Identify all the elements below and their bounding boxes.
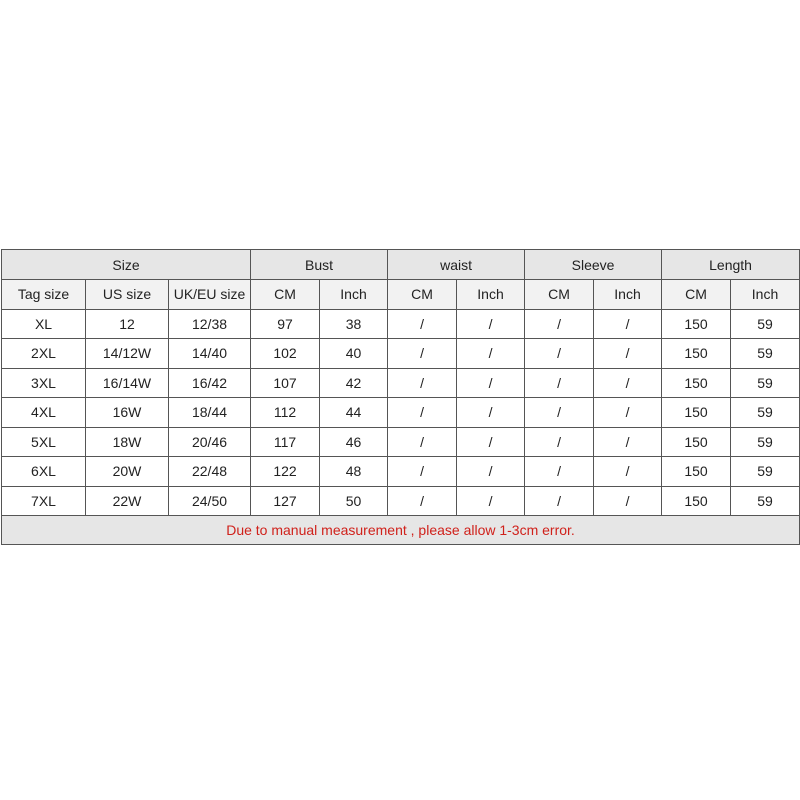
column-header: Inch xyxy=(457,280,525,310)
table-cell: 59 xyxy=(731,427,800,457)
table-cell: / xyxy=(594,339,662,369)
table-row xyxy=(2,457,800,487)
group-length-header: Length xyxy=(662,250,800,280)
table-cell: / xyxy=(457,339,525,369)
table-cell: 117 xyxy=(251,427,320,457)
table-cell: 150 xyxy=(662,427,731,457)
table-row xyxy=(2,339,800,369)
table-cell: 48 xyxy=(320,457,388,487)
table-cell: 150 xyxy=(662,368,731,398)
table-cell: 44 xyxy=(320,398,388,428)
table-cell: / xyxy=(457,368,525,398)
table-cell: / xyxy=(388,398,457,428)
table-cell: 59 xyxy=(731,457,800,487)
column-header: US size xyxy=(86,280,169,310)
table-cell: 16/14W xyxy=(86,368,169,398)
table-cell: / xyxy=(388,427,457,457)
table-cell: 102 xyxy=(251,339,320,369)
table-cell: 2XL xyxy=(2,339,86,369)
column-header: CM xyxy=(251,280,320,310)
table-cell: 18/44 xyxy=(169,398,251,428)
table-cell: / xyxy=(388,339,457,369)
table-cell: 6XL xyxy=(2,457,86,487)
table-cell: 12 xyxy=(86,309,169,339)
table-cell: 59 xyxy=(731,486,800,516)
table-cell: / xyxy=(525,339,594,369)
table-cell: 122 xyxy=(251,457,320,487)
group-sleeve-header: Sleeve xyxy=(525,250,662,280)
measurement-note: Due to manual measurement , please allow 1-3cm error. xyxy=(2,516,800,545)
column-header: Tag size xyxy=(2,280,86,310)
group-size-header: Size xyxy=(2,250,251,280)
table-cell: / xyxy=(594,457,662,487)
table-cell: 150 xyxy=(662,398,731,428)
group-header-row xyxy=(2,250,800,280)
column-header: Inch xyxy=(320,280,388,310)
table-cell: 59 xyxy=(731,368,800,398)
table-cell: 150 xyxy=(662,309,731,339)
table-row xyxy=(2,427,800,457)
table-cell: / xyxy=(388,486,457,516)
table-cell: 150 xyxy=(662,339,731,369)
table-row xyxy=(2,368,800,398)
table-cell: 50 xyxy=(320,486,388,516)
size-chart-table xyxy=(1,249,800,545)
table-cell: / xyxy=(388,309,457,339)
table-cell: / xyxy=(388,368,457,398)
table-cell: 5XL xyxy=(2,427,86,457)
table-cell: / xyxy=(525,398,594,428)
table-cell: 97 xyxy=(251,309,320,339)
column-header: CM xyxy=(662,280,731,310)
column-header: CM xyxy=(388,280,457,310)
table-cell: 20/46 xyxy=(169,427,251,457)
table-cell: XL xyxy=(2,309,86,339)
table-cell: / xyxy=(594,309,662,339)
table-cell: 4XL xyxy=(2,398,86,428)
column-header: Inch xyxy=(594,280,662,310)
table-cell: 150 xyxy=(662,486,731,516)
table-cell: 112 xyxy=(251,398,320,428)
table-cell: 14/12W xyxy=(86,339,169,369)
table-cell: 59 xyxy=(731,339,800,369)
table-cell: 3XL xyxy=(2,368,86,398)
table-cell: 107 xyxy=(251,368,320,398)
table-cell: 40 xyxy=(320,339,388,369)
table-cell: / xyxy=(594,368,662,398)
table-cell: 18W xyxy=(86,427,169,457)
table-cell: 46 xyxy=(320,427,388,457)
table-cell: 24/50 xyxy=(169,486,251,516)
table-cell: 59 xyxy=(731,398,800,428)
table-cell: 14/40 xyxy=(169,339,251,369)
table-cell: / xyxy=(457,486,525,516)
table-cell: / xyxy=(525,486,594,516)
column-header: UK/EU size xyxy=(169,280,251,310)
table-row xyxy=(2,398,800,428)
table-row xyxy=(2,309,800,339)
table-cell: / xyxy=(457,457,525,487)
table-cell: / xyxy=(457,427,525,457)
table-cell: / xyxy=(594,486,662,516)
table-cell: 20W xyxy=(86,457,169,487)
group-bust-header: Bust xyxy=(251,250,388,280)
table-cell: / xyxy=(525,427,594,457)
table-cell: / xyxy=(525,368,594,398)
table-cell: 127 xyxy=(251,486,320,516)
table-cell: 22W xyxy=(86,486,169,516)
table-cell: 22/48 xyxy=(169,457,251,487)
table-cell: 16/42 xyxy=(169,368,251,398)
table-cell: / xyxy=(457,398,525,428)
table-cell: / xyxy=(594,398,662,428)
column-header: CM xyxy=(525,280,594,310)
note-row xyxy=(2,516,800,545)
table-cell: / xyxy=(594,427,662,457)
table-row xyxy=(2,486,800,516)
table-cell: / xyxy=(388,457,457,487)
table-cell: 150 xyxy=(662,457,731,487)
table-cell: 59 xyxy=(731,309,800,339)
table-cell: 42 xyxy=(320,368,388,398)
table-cell: 16W xyxy=(86,398,169,428)
table-cell: / xyxy=(525,457,594,487)
column-header: Inch xyxy=(731,280,800,310)
table-cell: 38 xyxy=(320,309,388,339)
unit-header-row xyxy=(2,280,800,310)
table-cell: / xyxy=(457,309,525,339)
table-cell: 7XL xyxy=(2,486,86,516)
table-cell: 12/38 xyxy=(169,309,251,339)
group-waist-header: waist xyxy=(388,250,525,280)
table-cell: / xyxy=(525,309,594,339)
